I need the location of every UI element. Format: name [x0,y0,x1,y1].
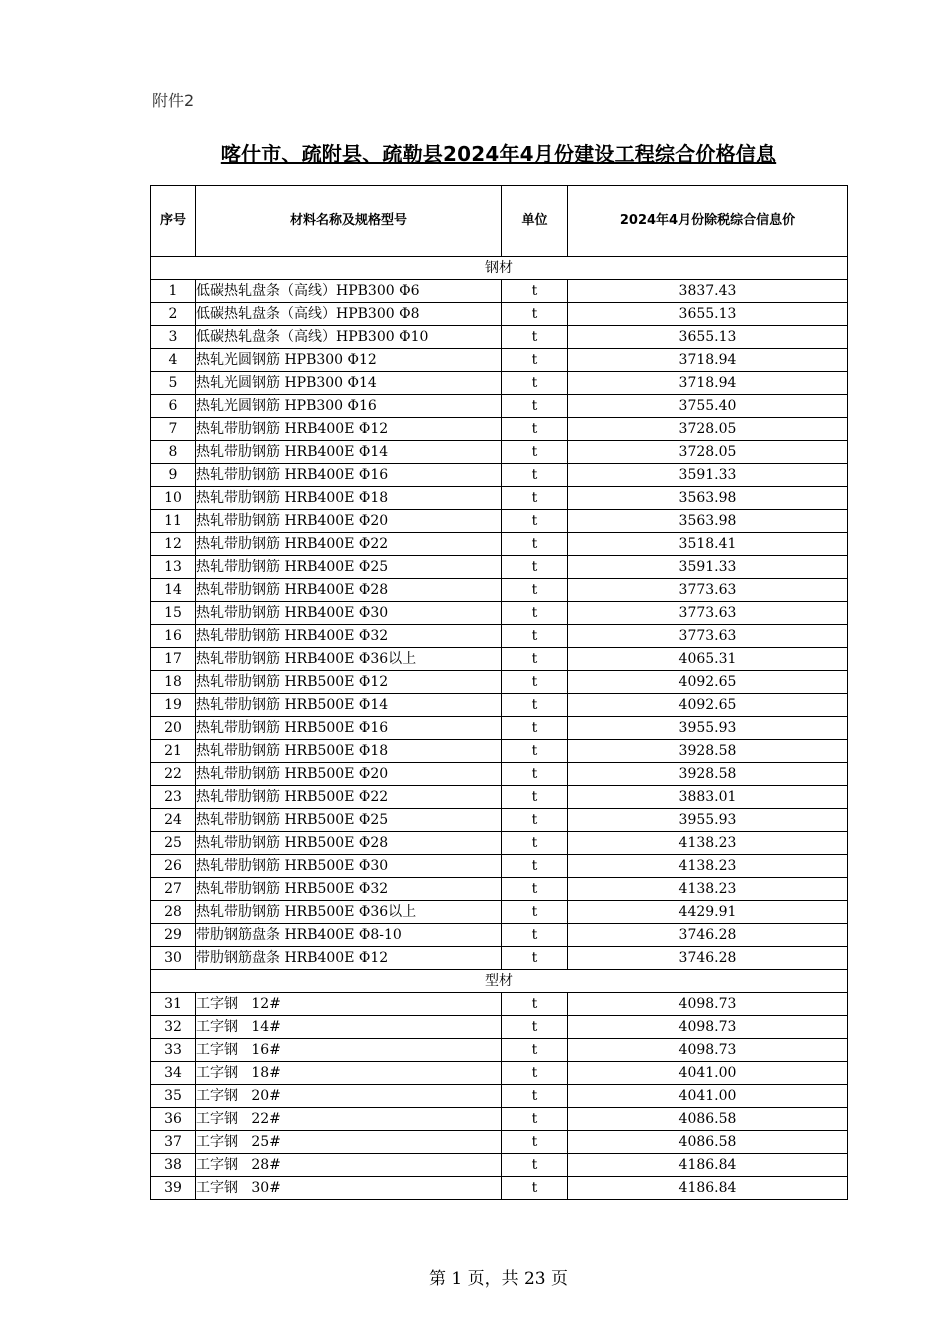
unit: t [502,441,568,464]
table-row [151,694,848,717]
material-name: 热轧带肋钢筋 HRB400E Φ30 [196,602,502,625]
price: 4098.73 [568,993,848,1016]
price: 3928.58 [568,740,848,763]
row-number: 36 [151,1108,196,1131]
section-row [151,257,848,280]
table-row [151,510,848,533]
row-number: 31 [151,993,196,1016]
table-row [151,740,848,763]
price: 3837.43 [568,280,848,303]
unit: t [502,579,568,602]
table-row [151,1062,848,1085]
row-number: 18 [151,671,196,694]
price: 3746.28 [568,947,848,970]
material-name: 工字钢 12# [196,993,502,1016]
material-name: 热轧带肋钢筋 HRB500E Φ20 [196,763,502,786]
unit: t [502,648,568,671]
section-title: 钢材 [151,257,848,280]
unit: t [502,1062,568,1085]
row-number: 22 [151,763,196,786]
material-name: 低碳热轧盘条（高线）HPB300 Φ8 [196,303,502,326]
price: 3955.93 [568,809,848,832]
table-row [151,878,848,901]
material-name: 热轧带肋钢筋 HRB500E Φ36以上 [196,901,502,924]
material-name: 工字钢 20# [196,1085,502,1108]
unit: t [502,1177,568,1200]
material-name: 热轧带肋钢筋 HRB500E Φ25 [196,809,502,832]
row-number: 27 [151,878,196,901]
material-name: 热轧带肋钢筋 HRB500E Φ12 [196,671,502,694]
table-row [151,947,848,970]
row-number: 8 [151,441,196,464]
price: 4065.31 [568,648,848,671]
row-number: 11 [151,510,196,533]
row-number: 17 [151,648,196,671]
row-number: 35 [151,1085,196,1108]
unit: t [502,809,568,832]
table-row [151,280,848,303]
table-row [151,625,848,648]
table-row [151,855,848,878]
table-row [151,418,848,441]
price: 4041.00 [568,1062,848,1085]
price: 3591.33 [568,556,848,579]
price: 3563.98 [568,510,848,533]
material-name: 热轧带肋钢筋 HRB400E Φ25 [196,556,502,579]
material-name: 热轧带肋钢筋 HRB500E Φ30 [196,855,502,878]
unit: t [502,418,568,441]
price: 3928.58 [568,763,848,786]
price: 3746.28 [568,924,848,947]
row-number: 9 [151,464,196,487]
row-number: 34 [151,1062,196,1085]
material-name: 工字钢 28# [196,1154,502,1177]
row-number: 13 [151,556,196,579]
price: 4092.65 [568,694,848,717]
price: 3728.05 [568,441,848,464]
unit: t [502,625,568,648]
table-row [151,1154,848,1177]
material-name: 低碳热轧盘条（高线）HPB300 Φ10 [196,326,502,349]
unit: t [502,303,568,326]
row-number: 20 [151,717,196,740]
material-name: 热轧带肋钢筋 HRB400E Φ20 [196,510,502,533]
material-name: 工字钢 30# [196,1177,502,1200]
material-name: 热轧带肋钢筋 HRB400E Φ22 [196,533,502,556]
table-row [151,395,848,418]
table-row [151,533,848,556]
header-unit: 单位 [502,186,568,257]
material-name: 热轧带肋钢筋 HRB500E Φ14 [196,694,502,717]
document-title: 喀什市、疏附县、疏勒县2024年4月份建设工程综合价格信息 [220,142,777,166]
row-number: 39 [151,1177,196,1200]
price: 4098.73 [568,1016,848,1039]
price: 4041.00 [568,1085,848,1108]
row-number: 15 [151,602,196,625]
row-number: 12 [151,533,196,556]
table-row [151,786,848,809]
price: 3655.13 [568,303,848,326]
table-row [151,464,848,487]
unit: t [502,1108,568,1131]
material-name: 带肋钢筋盘条 HRB400E Φ8-10 [196,924,502,947]
price: 3718.94 [568,349,848,372]
header-name: 材料名称及规格型号 [196,186,502,257]
row-number: 16 [151,625,196,648]
unit: t [502,349,568,372]
price: 3718.94 [568,372,848,395]
table-row [151,1177,848,1200]
material-name: 热轧带肋钢筋 HRB500E Φ16 [196,717,502,740]
table-row [151,372,848,395]
price: 4186.84 [568,1177,848,1200]
table-row [151,1039,848,1062]
table-row [151,763,848,786]
material-name: 工字钢 16# [196,1039,502,1062]
row-number: 26 [151,855,196,878]
material-name: 热轧带肋钢筋 HRB500E Φ22 [196,786,502,809]
table-row [151,579,848,602]
material-name: 热轧带肋钢筋 HRB400E Φ14 [196,441,502,464]
unit: t [502,717,568,740]
row-number: 14 [151,579,196,602]
material-name: 热轧带肋钢筋 HRB400E Φ16 [196,464,502,487]
material-name: 带肋钢筋盘条 HRB400E Φ12 [196,947,502,970]
header-row [151,186,848,257]
material-name: 热轧带肋钢筋 HRB400E Φ28 [196,579,502,602]
unit: t [502,694,568,717]
table-row [151,303,848,326]
unit: t [502,1131,568,1154]
unit: t [502,671,568,694]
unit: t [502,740,568,763]
price: 3883.01 [568,786,848,809]
row-number: 37 [151,1131,196,1154]
material-name: 低碳热轧盘条（高线）HPB300 Φ6 [196,280,502,303]
table-row [151,809,848,832]
unit: t [502,832,568,855]
row-number: 21 [151,740,196,763]
price: 3755.40 [568,395,848,418]
unit: t [502,901,568,924]
row-number: 30 [151,947,196,970]
unit: t [502,602,568,625]
material-name: 热轧带肋钢筋 HRB500E Φ28 [196,832,502,855]
unit: t [502,763,568,786]
material-name: 热轧带肋钢筋 HRB400E Φ36以上 [196,648,502,671]
row-number: 23 [151,786,196,809]
attachment-label: 附件2 [152,91,195,110]
row-number: 24 [151,809,196,832]
table-row [151,924,848,947]
material-name: 热轧带肋钢筋 HRB400E Φ12 [196,418,502,441]
price: 3773.63 [568,625,848,648]
row-number: 19 [151,694,196,717]
page-footer: 第 1 页，共 23 页 [428,1269,569,1289]
material-name: 热轧带肋钢筋 HRB500E Φ32 [196,878,502,901]
table-row [151,1016,848,1039]
material-name: 工字钢 22# [196,1108,502,1131]
price: 4086.58 [568,1108,848,1131]
row-number: 28 [151,901,196,924]
table-row [151,556,848,579]
unit: t [502,395,568,418]
row-number: 32 [151,1016,196,1039]
section-row [151,970,848,993]
unit: t [502,924,568,947]
material-name: 工字钢 25# [196,1131,502,1154]
price: 3955.93 [568,717,848,740]
unit: t [502,487,568,510]
material-name: 热轧光圆钢筋 HPB300 Φ12 [196,349,502,372]
unit: t [502,1039,568,1062]
material-name: 工字钢 14# [196,1016,502,1039]
table-row [151,993,848,1016]
material-name: 热轧光圆钢筋 HPB300 Φ14 [196,372,502,395]
unit: t [502,993,568,1016]
price: 4092.65 [568,671,848,694]
table-row [151,1131,848,1154]
unit: t [502,533,568,556]
unit: t [502,556,568,579]
table-row [151,326,848,349]
table-row [151,349,848,372]
table-body [151,257,848,1200]
material-name: 工字钢 18# [196,1062,502,1085]
unit: t [502,1154,568,1177]
row-number: 10 [151,487,196,510]
material-name: 热轧带肋钢筋 HRB400E Φ32 [196,625,502,648]
price: 4138.23 [568,832,848,855]
price: 3773.63 [568,602,848,625]
row-number: 38 [151,1154,196,1177]
row-number: 29 [151,924,196,947]
unit: t [502,855,568,878]
table-row [151,832,848,855]
price: 4086.58 [568,1131,848,1154]
material-name: 热轧光圆钢筋 HPB300 Φ16 [196,395,502,418]
material-name: 热轧带肋钢筋 HRB500E Φ18 [196,740,502,763]
unit: t [502,1085,568,1108]
row-number: 7 [151,418,196,441]
table-row [151,648,848,671]
row-number: 5 [151,372,196,395]
table-row [151,602,848,625]
row-number: 3 [151,326,196,349]
price: 4186.84 [568,1154,848,1177]
unit: t [502,878,568,901]
price: 3518.41 [568,533,848,556]
table-row [151,487,848,510]
unit: t [502,464,568,487]
price: 3655.13 [568,326,848,349]
table-row [151,1108,848,1131]
unit: t [502,947,568,970]
price: 4429.91 [568,901,848,924]
row-number: 2 [151,303,196,326]
row-number: 1 [151,280,196,303]
table-row [151,901,848,924]
price: 3773.63 [568,579,848,602]
price: 4098.73 [568,1039,848,1062]
price: 3591.33 [568,464,848,487]
price-table [150,185,848,1200]
price: 4138.23 [568,855,848,878]
table-row [151,441,848,464]
row-number: 6 [151,395,196,418]
header-no: 序号 [151,186,196,257]
material-name: 热轧带肋钢筋 HRB400E Φ18 [196,487,502,510]
table-row [151,1085,848,1108]
unit: t [502,372,568,395]
unit: t [502,280,568,303]
row-number: 4 [151,349,196,372]
row-number: 33 [151,1039,196,1062]
row-number: 25 [151,832,196,855]
price: 3728.05 [568,418,848,441]
unit: t [502,1016,568,1039]
unit: t [502,786,568,809]
table-row [151,671,848,694]
table-row [151,717,848,740]
section-title: 型材 [151,970,848,993]
price: 4138.23 [568,878,848,901]
unit: t [502,326,568,349]
header-price: 2024年4月份除税综合信息价 [568,186,848,257]
price: 3563.98 [568,487,848,510]
unit: t [502,510,568,533]
